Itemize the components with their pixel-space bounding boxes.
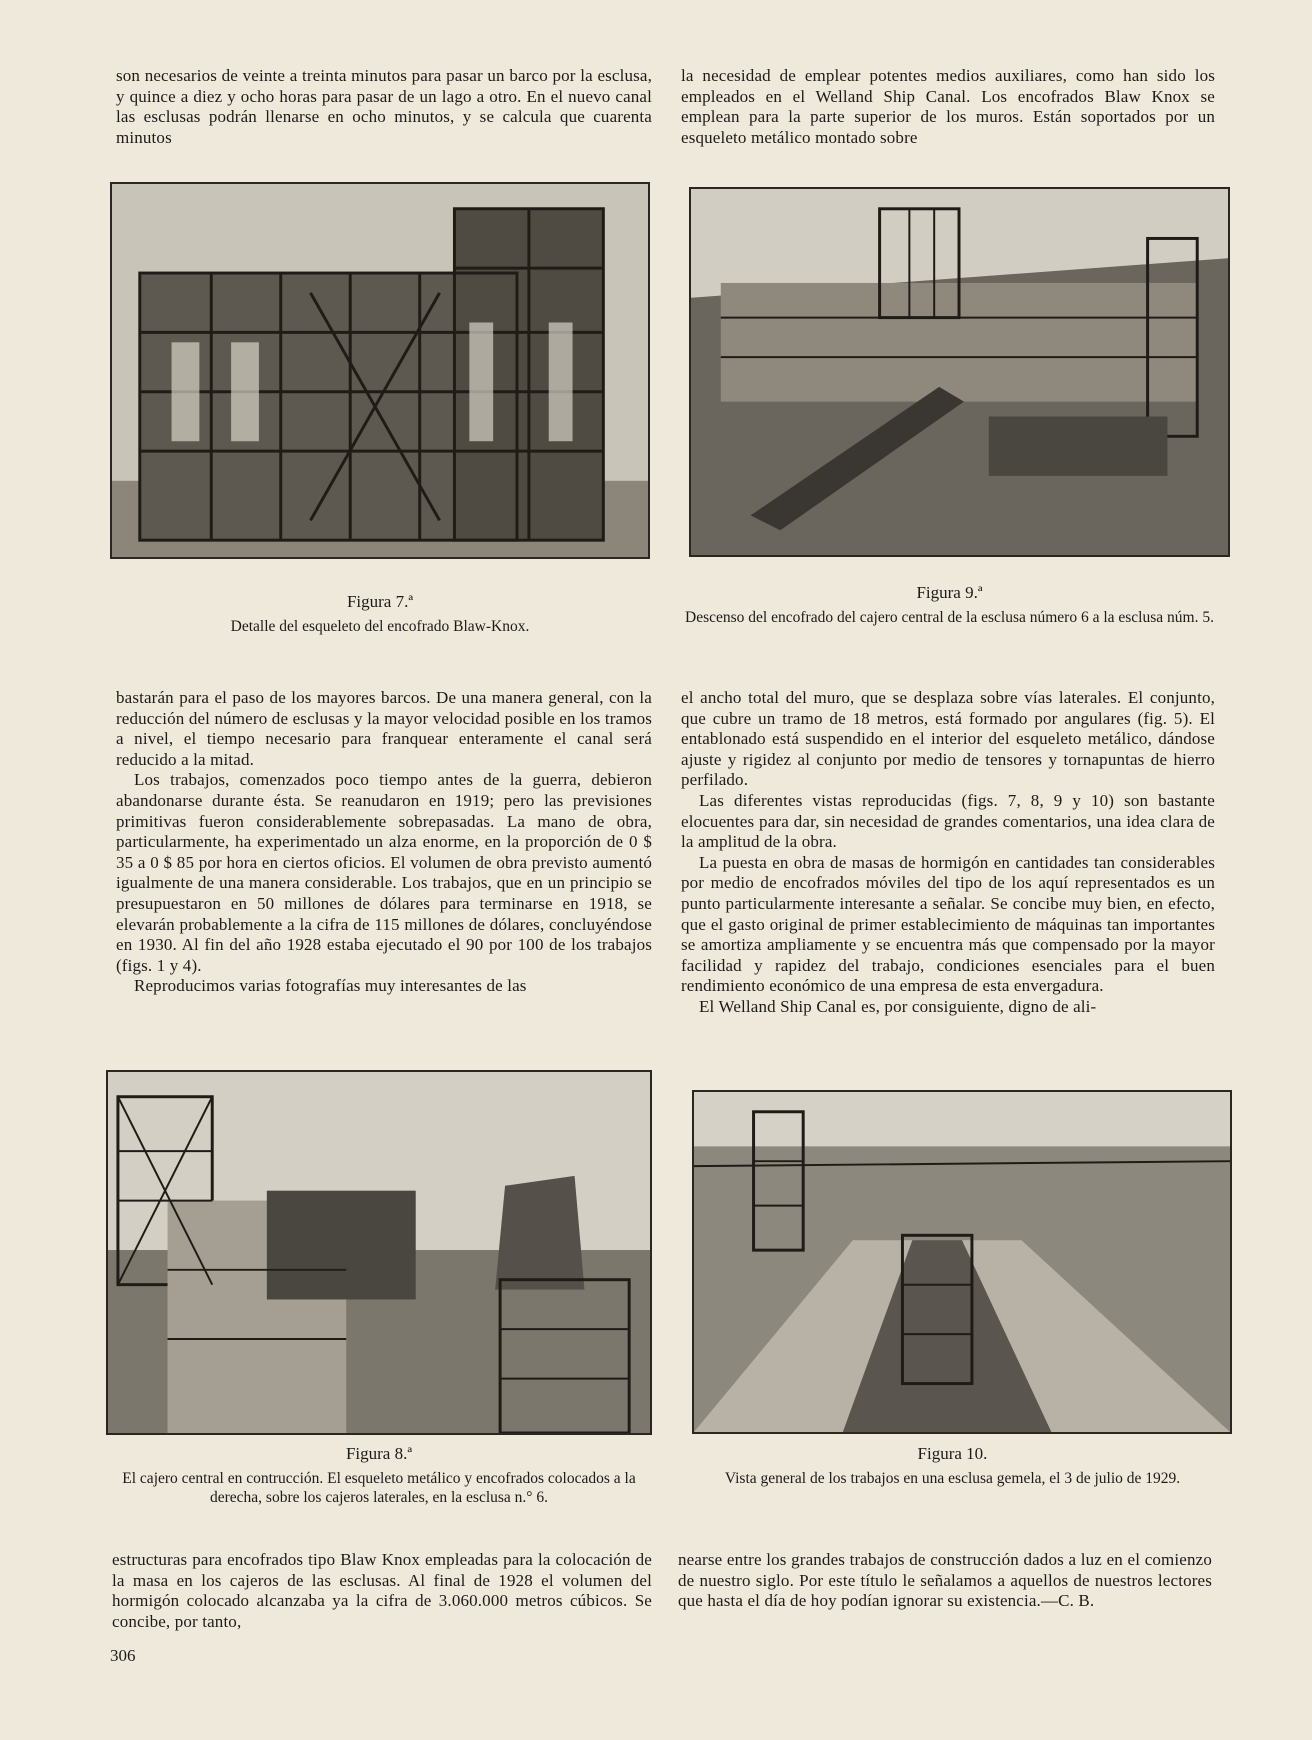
- figure-label: Figura 9.ª: [916, 583, 983, 602]
- text-bottom-left: [112, 1550, 652, 1632]
- figure-10-photo: [692, 1090, 1232, 1434]
- figure-8-caption: [106, 1444, 652, 1507]
- page-number: 306: [110, 1646, 136, 1665]
- paragraph: Las diferentes vistas reproducidas (figs. 7, 8, 9 y 10) son bastante elocuentes para dar, sin necesidad de grandes comentarios, una idea clara de la amplitud de la obra.: [681, 790, 1215, 852]
- paragraph: el ancho total del muro, que se desplaza sobre vías laterales. El conjunto, que cubre un tramo de 18 metros, está formado por angulares (fig. 5). El entablonado está suspendido en el interior del esqueleto metálico, dándose ajuste y rigidez al conjunto por medio de tensores y tornapuntas de hierro perfilado.: [681, 688, 1215, 790]
- paragraph: la necesidad de emplear potentes medios auxiliares, como han sido los empleados en el Welland Ship Canal. Los encofrados Blaw Knox se emplean para la parte superior de los muros. Están soportados por un esqueleto metálico montado sobre: [681, 66, 1215, 147]
- text-top-left: [116, 66, 652, 148]
- caption-text: Detalle del esqueleto del encofrado Blaw-Knox.: [230, 618, 530, 635]
- paragraph: son necesarios de veinte a treinta minutos para pasar un barco por la esclusa, y quince a diez y ocho horas para pasar de un lago a otro. En el nuevo canal las esclusas podrán llenarse en ocho minutos, y se calcula que cuarenta minutos: [116, 66, 652, 147]
- paragraph: bastarán para el paso de los mayores barcos. De una manera general, con la reducción del número de esclusas y la mayor velocidad posible en los tramos a nivel, el tiempo necesario para franquear enteramente el canal será reducido a la mitad.: [116, 688, 652, 769]
- figure-7-photo: [110, 182, 650, 559]
- figure-9-caption: [682, 583, 1217, 627]
- paragraph: estructuras para encofrados tipo Blaw Knox empleadas para la colocación de la masa en los cajeros de las esclusas. Al final de 1928 el volumen del hormigón colocado alcanzaba ya la cifra de 3.060.000 metros cúbicos. Se concibe, por tanto,: [112, 1550, 652, 1631]
- caption-text: Descenso del encofrado del cajero central de la esclusa número 6 a la esclusa núm. 5.: [685, 609, 1214, 626]
- figure-label: Figura 10.: [917, 1444, 988, 1463]
- figure-8-photo: [106, 1070, 652, 1435]
- paragraph: nearse entre los grandes trabajos de construcción dados a luz en el comienzo de nuestro siglo. Por este título le señalamos a aquellos de nuestros lectores que hasta el día de hoy podían ignorar su existencia.—C. B.: [678, 1550, 1212, 1611]
- figure-label: Figura 7.ª: [346, 592, 414, 611]
- paragraph: El Welland Ship Canal es, por consiguiente, digno de ali-: [699, 996, 1097, 1016]
- text-top-right: [681, 66, 1215, 148]
- paragraph: La puesta en obra de masas de hormigón en cantidades tan considerables por medio de encofrados móviles del tipo de los aquí representados es un punto particularmente interesante a señalar. Se concibe muy bien, en efecto, que el gasto original de primer establecimiento de máquinas tan importantes se amortiza ampliamente y se encuentra más que compensado por la mayor facilidad y rapidez del trabajo, condiciones esenciales para el buen rendimiento económico de una empresa de esta envergadura.: [681, 852, 1215, 996]
- text-mid-left: [116, 688, 652, 997]
- text-mid-right: [681, 688, 1215, 1018]
- caption-text: Vista general de los trabajos en una esclusa gemela, el 3 de julio de 1929.: [724, 1470, 1181, 1487]
- figure-7-caption: [110, 592, 650, 636]
- text-bottom-right: [678, 1550, 1212, 1612]
- figure-label: Figura 8.ª: [345, 1444, 413, 1463]
- paragraph: Reproducimos varias fotografías muy interesantes de las: [134, 976, 527, 996]
- figure-9-photo: [689, 187, 1230, 557]
- caption-text: El cajero central en contrucción. El esqueleto metálico y encofrados colocados a la derecha, sobre los cajeros laterales, en la esclusa n.° 6.: [122, 1470, 636, 1506]
- paragraph: Los trabajos, comenzados poco tiempo antes de la guerra, debieron abandonarse durante ésta. Se reanudaron en 1919; pero las previsiones primitivas fueron considerablemente sobrepasadas. La mano de obra, particularmente, ha experimentado un alza enorme, en la proporción de 0 $ 35 a 0 $ 85 por hora en ciertos oficios. El volumen de obra previsto aumentó igualmente de una manera considerable. Los trabajos, que en un principio se presupuestaron en 50 millones de dólares para terminarse en 1918, se elevarán probablemente a la cifra de 115 millones de dólares, concluyéndose en 1930. Al fin del año 1928 estaba ejecutado el 90 por 100 de los trabajos (figs. 1 y 4).: [116, 770, 652, 975]
- figure-10-caption: [680, 1444, 1225, 1488]
